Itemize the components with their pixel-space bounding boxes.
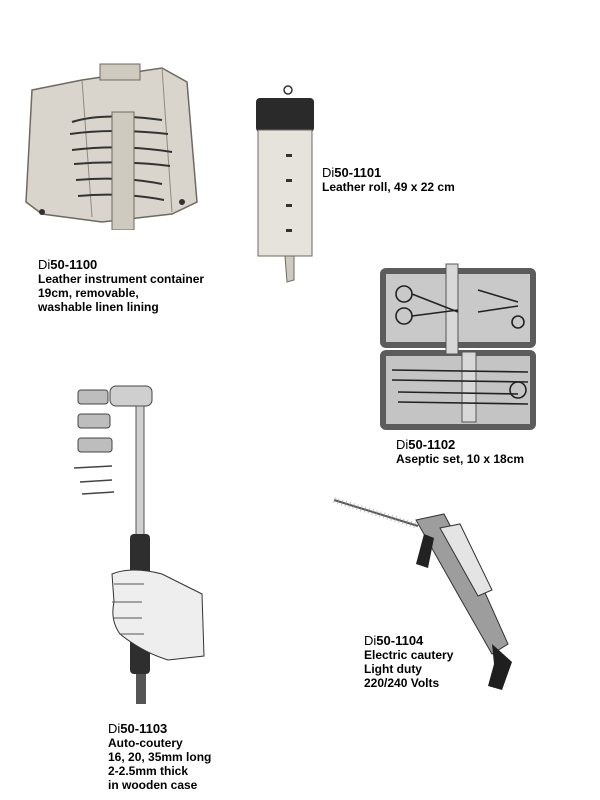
auto-cautery-hand-icon xyxy=(72,384,212,710)
item-description-line: Electric cautery xyxy=(364,648,454,662)
item-caption-1103 xyxy=(108,722,211,792)
item-description-line: 19cm, removable, xyxy=(38,286,139,300)
item-caption-1102 xyxy=(396,438,524,466)
item-description-line: Leather instrument container xyxy=(38,272,205,286)
item-description-line: Leather roll, 49 x 22 cm xyxy=(322,180,455,194)
item-caption-1100 xyxy=(38,258,204,314)
item-caption-1101 xyxy=(322,166,455,194)
item-code: Di50-1101 xyxy=(322,165,382,180)
item-description-line: Light duty xyxy=(364,662,422,676)
item-code: Di50-1102 xyxy=(396,437,456,452)
item-description-line: Aseptic set, 10 x 18cm xyxy=(396,452,525,466)
leather-roll-icon xyxy=(254,84,316,284)
item-description-line: in wooden case xyxy=(108,778,198,792)
item-description-line: washable linen lining xyxy=(38,300,159,314)
item-code: Di50-1104 xyxy=(364,633,424,648)
item-description-line: 220/240 Volts xyxy=(364,676,440,690)
item-caption-1104 xyxy=(364,634,453,690)
item-description-line: 16, 20, 35mm long xyxy=(108,750,212,764)
leather-instrument-container-icon xyxy=(22,62,204,230)
item-description-line: 2-2.5mm thick xyxy=(108,764,189,778)
item-description-line: Auto-coutery xyxy=(108,736,183,750)
item-code: Di50-1100 xyxy=(38,257,98,272)
item-code: Di50-1103 xyxy=(108,721,168,736)
aseptic-set-case-icon xyxy=(378,262,538,434)
